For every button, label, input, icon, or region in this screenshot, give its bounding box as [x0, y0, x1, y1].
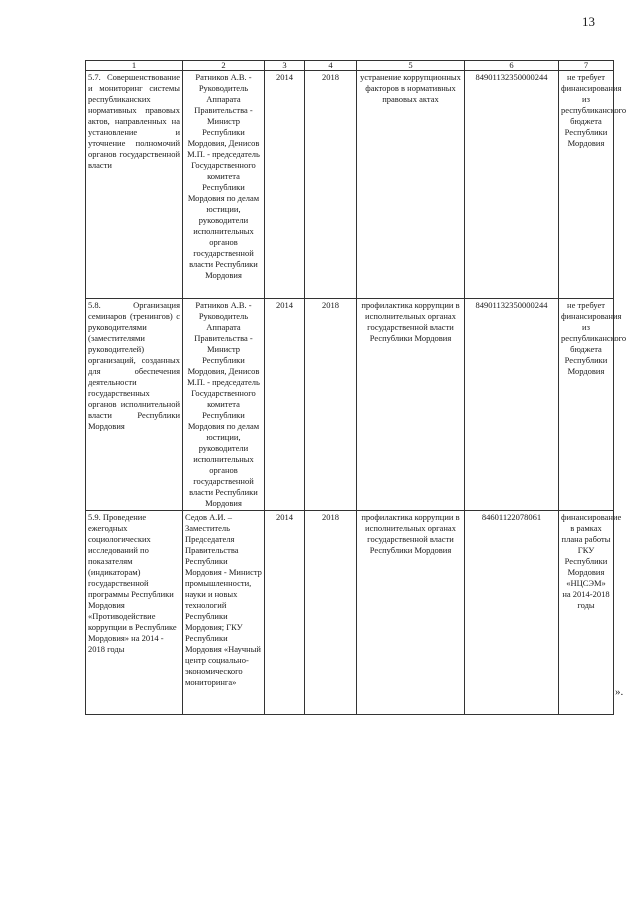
responsible-cell: Седов А.И. – Заместитель Председателя Правительства Республики Мордовия - Министр промышленности, науки и новых технологий Республики Мордовия; ГКУ Республики Мордовия «Научный центр социально-экономического мониторинга»: [183, 511, 265, 715]
activity-cell: 5.9. Проведение ежегодных социологических исследований по показателям (индикаторам) государственной программы Республики Мордовия «Противодействие коррупции в Республике Мордовия» на 2014 - 2018 годы: [86, 511, 183, 715]
column-header: 6: [465, 61, 559, 71]
end-year-cell: 2018: [305, 299, 357, 511]
table-row: [86, 511, 614, 715]
program-activities-table: [85, 60, 627, 715]
end-year-cell: 2018: [305, 71, 357, 299]
responsible-cell: Ратников А.В. - Руководитель Аппарата Правительства - Министр Республики Мордовия, Денисов М.П. - председатель Государственного комитета Республики Мордовия по делам юстиции, руководители исполнительных органов государственной власти Республики Мордовия: [183, 71, 265, 299]
column-header: 5: [357, 61, 465, 71]
start-year-cell: 2014: [265, 299, 305, 511]
closing-quote-mark: ».: [615, 686, 624, 698]
financing-cell: финансирование в рамках плана работы ГКУ Республики Мордовия «НЦСЭМ» на 2014-2018 годы: [559, 511, 614, 715]
table-row: [86, 299, 614, 511]
activity-cell: 5.8. Организация семинаров (тренингов) с руководителями (заместителями руководителей) организаций, созданных для обеспечения деятельности государственных органов исполнительной власти Республики Мордовия: [86, 299, 183, 511]
column-header: 1: [86, 61, 183, 71]
budget-code-cell: 84901132350000244: [465, 299, 559, 511]
end-year-cell: 2018: [305, 511, 357, 715]
start-year-cell: 2014: [265, 511, 305, 715]
financing-cell: не требует финансирования из республиканского бюджета Республики Мордовия: [559, 71, 614, 299]
result-cell: профилактика коррупции в исполнительных органах государственной власти Республики Мордовия: [357, 299, 465, 511]
result-cell: профилактика коррупции в исполнительных органах государственной власти Республики Мордовия: [357, 511, 465, 715]
responsible-cell: Ратников А.В. - Руководитель Аппарата Правительства - Министр Республики Мордовия, Денисов М.П. - председатель Государственного комитета Республики Мордовия по делам юстиции, руководители исполнительных органов государственной власти Республики Мордовия: [183, 299, 265, 511]
table-header-row: [86, 61, 614, 71]
result-cell: устранение коррупционных факторов в нормативных правовых актах: [357, 71, 465, 299]
financing-cell: не требует финансирования из республиканского бюджета Республики Мордовия: [559, 299, 614, 511]
column-header: 3: [265, 61, 305, 71]
budget-code-cell: 84601122078061: [465, 511, 559, 715]
column-header: 4: [305, 61, 357, 71]
column-header: 7: [559, 61, 614, 71]
start-year-cell: 2014: [265, 71, 305, 299]
page-number: 13: [582, 14, 595, 29]
table-row: [86, 71, 614, 299]
activity-cell: 5.7. Совершенствование и мониторинг системы республиканских нормативных правовых актов, направленных на установление и уточнение полномочий органов государственной власти: [86, 71, 183, 299]
budget-code-cell: 84901132350000244: [465, 71, 559, 299]
column-header: 2: [183, 61, 265, 71]
